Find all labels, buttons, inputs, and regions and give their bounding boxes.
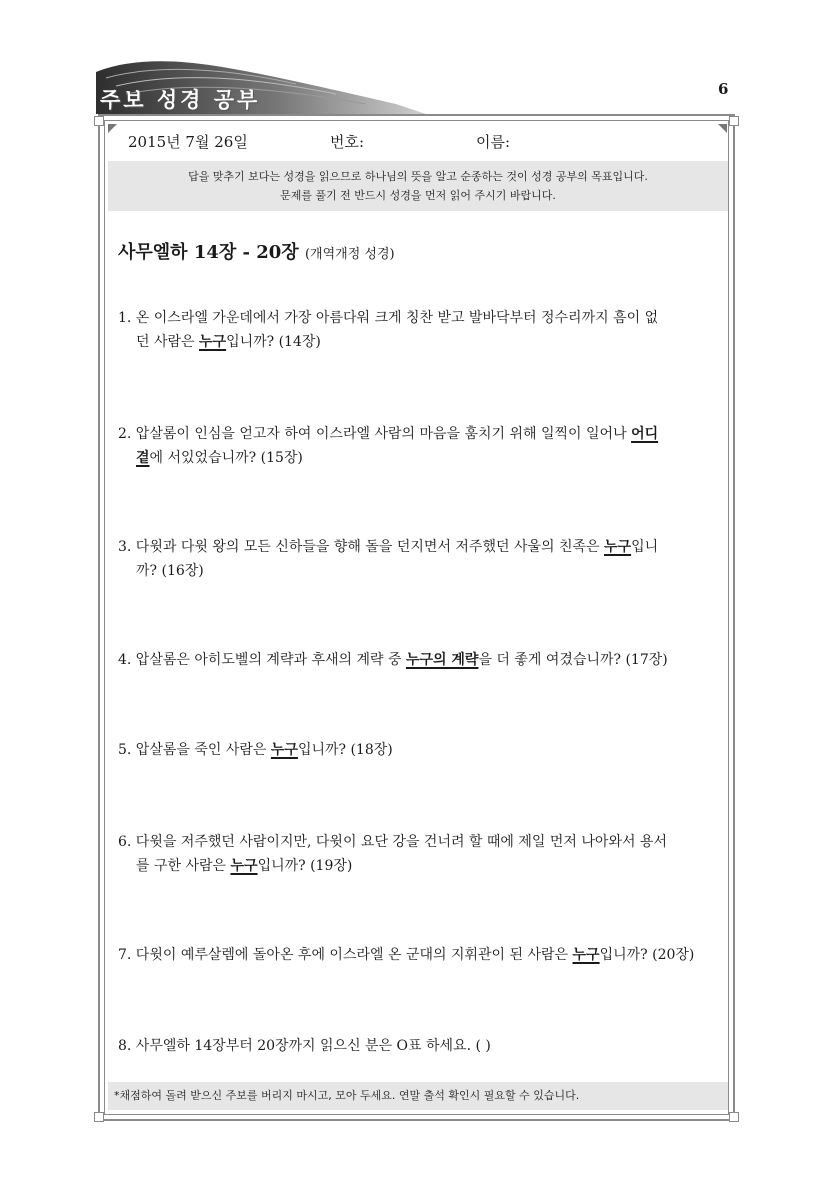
page-header-title: 주보 성경 공부 (100, 88, 261, 112)
question-text: 까? (16장) (136, 563, 204, 579)
question-text: 입니까? (20장) (599, 947, 695, 963)
instructions-box (108, 161, 728, 211)
question-1 (118, 306, 718, 354)
corner-triangle-icon (108, 124, 117, 133)
question-text: 입니까? (14장) (226, 334, 321, 350)
question-text: 7. 다윗이 예루살렘에 돌아온 후에 이스라엘 온 군대의 지휘관이 된 사람은 (118, 947, 573, 963)
page-number: 6 (718, 80, 729, 98)
answer-keyword: 누구 (270, 742, 298, 758)
frame-tab-icon (94, 116, 104, 126)
number-field-label: 번호: (330, 133, 365, 151)
question-text: 던 사람은 (136, 334, 199, 350)
question-text: 입니까? (19장) (257, 858, 353, 874)
answer-keyword: 어디 (631, 426, 659, 442)
question-text: 5. 압살롬을 죽인 사람은 (118, 742, 271, 758)
question-3 (118, 535, 718, 583)
footer-note: *채점하여 돌려 받으신 주보를 버리지 마시고, 모아 두세요. 연말 출석 확인시 필요할 수 있습니다. (108, 1082, 728, 1110)
question-2 (118, 422, 718, 470)
question-text: 1. 온 이스라엘 가운데에서 가장 아름다워 크게 칭찬 받고 발바닥부터 정수리까지 흠이 없 (118, 310, 659, 326)
question-text: 8. 사무엘하 14장부터 20장까지 읽으신 분은 O표 하세요. ( ) (118, 1038, 491, 1054)
name-field-label: 이름: (476, 133, 511, 151)
answer-keyword: 누구 (230, 858, 258, 874)
question-text: 입니까? (18장) (297, 742, 393, 758)
question-text: 를 구한 사람은 (136, 858, 231, 874)
answer-keyword: 누구의 계략 (405, 652, 479, 668)
question-text: 4. 압살롬은 아히도벨의 계략과 후새의 계략 중 (118, 652, 406, 668)
answer-keyword: 곁 (136, 450, 150, 466)
question-text: 에 서있었습니까? (15장) (149, 450, 303, 466)
section-title (118, 238, 395, 264)
question-6 (118, 830, 718, 878)
date-field: 2015년 7월 26일 (128, 133, 248, 151)
question-8 (118, 1034, 718, 1058)
frame-tab-icon (94, 1112, 104, 1122)
question-text: 6. 다윗을 저주했던 사람이지만, 다윗이 요단 강을 건너려 할 때에 제일 먼저 나아와서 용서 (118, 834, 667, 850)
answer-keyword: 누구 (572, 947, 600, 963)
answer-keyword: 누구 (199, 334, 227, 350)
section-title-text: 사무엘하 14장 - 20장 (118, 242, 299, 263)
question-text: 3. 다윗과 다윗 왕의 모든 신하들을 향해 돌을 던지면서 저주했던 사울의 친족은 (118, 539, 605, 555)
question-7 (118, 943, 718, 967)
instructions-line: 문제를 풀기 전 반드시 성경을 먼저 읽어 주시기 바랍니다. (280, 189, 556, 202)
section-subtitle: (개역개정 성경) (304, 247, 395, 262)
instructions-line: 답을 맞추기 보다는 성경을 읽으므로 하나님의 뜻을 알고 순종하는 것이 성경 공부의 목표입니다. (188, 170, 648, 183)
question-text: 2. 압살롬이 인심을 얻고자 하여 이스라엘 사람의 마음을 훔치기 위해 일찍이 일어나 (118, 426, 632, 442)
question-text: 입니 (631, 539, 659, 555)
answer-keyword: 누구 (604, 539, 632, 555)
corner-triangle-icon (718, 124, 727, 133)
question-4 (118, 648, 718, 672)
frame-tab-icon (729, 1112, 739, 1122)
frame-tab-icon (729, 116, 739, 126)
question-text: 을 더 좋게 여겼습니까? (17장) (478, 652, 668, 668)
question-5 (118, 738, 718, 762)
